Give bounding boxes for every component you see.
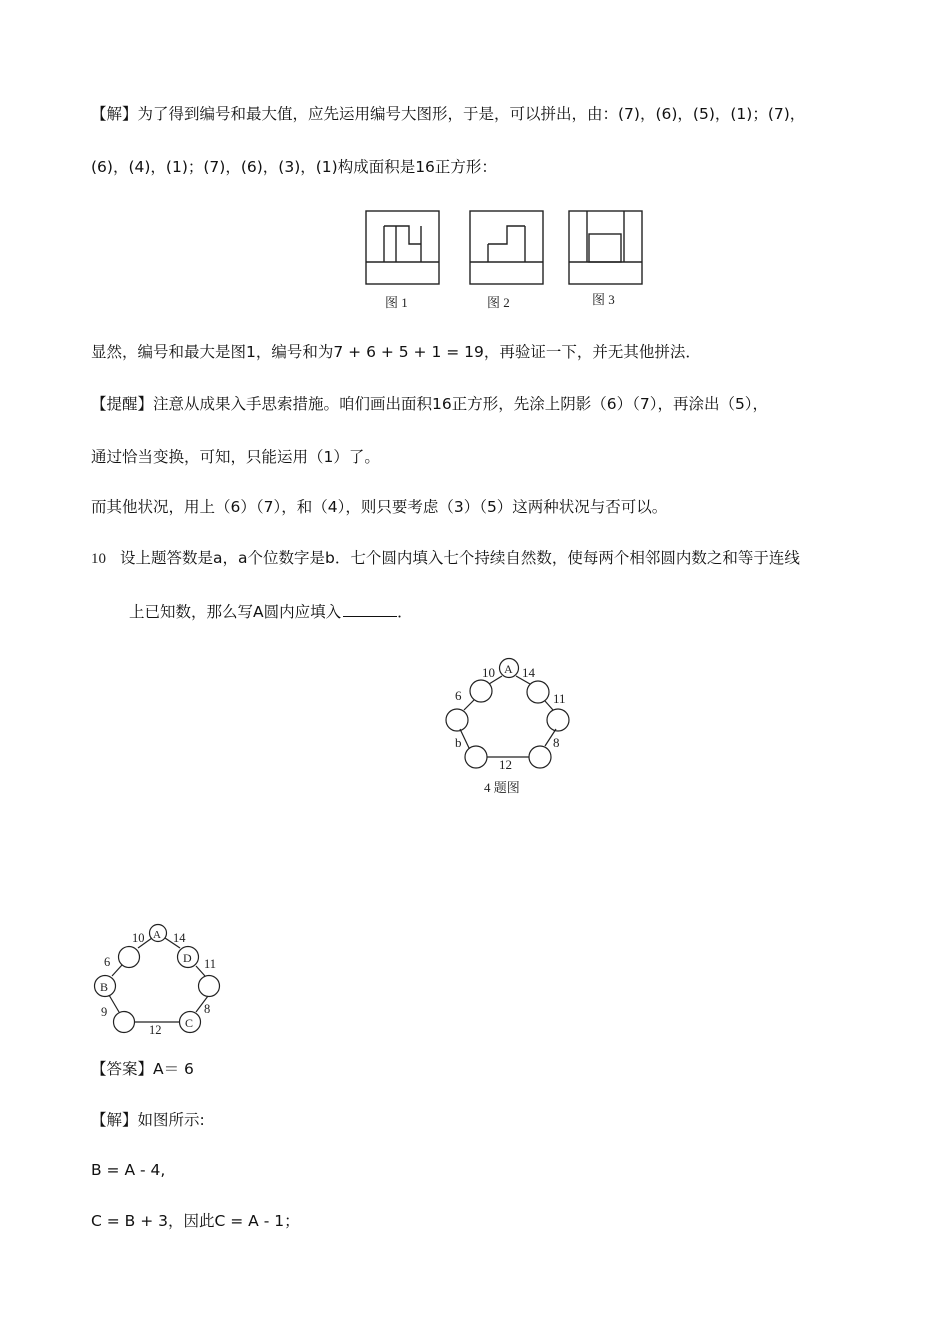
label-10: 10 — [132, 931, 145, 945]
circle-figure-caption: 4 题图 — [484, 780, 520, 795]
label-b: B — [100, 980, 109, 994]
circle — [114, 1012, 135, 1033]
question-number: 10 — [91, 551, 106, 567]
label-6: 6 — [104, 955, 111, 969]
label-14: 14 — [173, 931, 186, 945]
label-12: 12 — [149, 1023, 162, 1037]
label-8: 8 — [204, 1002, 211, 1016]
label-9: 9 — [101, 1005, 108, 1019]
figure-3-caption: 图 3 — [592, 292, 615, 307]
circle — [119, 947, 140, 968]
question-end: ． — [397, 603, 413, 621]
label-b: b — [455, 735, 462, 750]
question-text: 设上题答数是a，a个位数字是b．七个圆内填入七个持续自然数，使每两个相邻圆内数之和等于连线 — [120, 549, 800, 567]
label-11: 11 — [204, 957, 217, 971]
solution-line-1: 【解】为了得到编号和最大值，应先运用编号大图形，于是，可以拼出，由：(7)，(6)，(5)，(1)；(7)， — [91, 105, 806, 123]
label-10: 10 — [482, 665, 495, 680]
answer-line: 【答案】A＝ 6 — [91, 1060, 194, 1078]
label-8: 8 — [553, 735, 560, 750]
reminder-line-1: 【提醒】注意从成果入手思索措施。咱们画出面积16正方形，先涂上阴影（6）（7），再涂出（5）， — [91, 395, 769, 413]
circle — [199, 976, 220, 997]
solution-line-2: (6)，(4)，(1)；(7)，(6)，(3)，(1)构成面积是16正方形： — [91, 158, 497, 176]
equation-2: C = B + 3，因此C = A - 1； — [91, 1212, 300, 1230]
label-14: 14 — [522, 665, 535, 680]
question-text-2: 上已知数，那么写A圆内应填入 — [129, 603, 342, 621]
label-6: 6 — [455, 688, 462, 703]
label-11: 11 — [553, 691, 566, 706]
label-12: 12 — [499, 757, 512, 772]
equation-1: B = A - 4, — [91, 1161, 166, 1179]
label-c: C — [185, 1016, 194, 1030]
figure-1-caption: 图 1 — [385, 295, 408, 310]
figure-2-caption: 图 2 — [487, 295, 510, 310]
label-a: A — [504, 662, 513, 676]
reminder-line-3: 而其他状况，用上（6）（7），和（4），则只要考虑（3）（5）这两种状况与否可以。 — [91, 498, 668, 516]
solution-line-3: 显然，编号和最大是图1，编号和为7 + 6 + 5 + 1 = 19，再验证一下，并无其他拼法． — [91, 343, 701, 361]
label-a: A — [153, 929, 161, 941]
solution-intro: 【解】如图所示: — [91, 1111, 205, 1129]
label-d: D — [183, 951, 192, 965]
reminder-line-2: 通过恰当变换，可知，只能运用（1）了。 — [91, 448, 380, 466]
